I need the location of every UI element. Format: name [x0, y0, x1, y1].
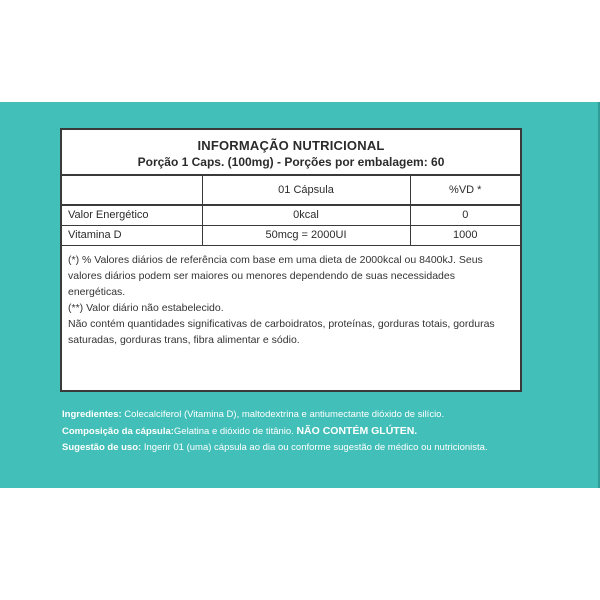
serving-info: Porção 1 Caps. (100mg) - Porções por embalagem: 60 — [137, 155, 445, 169]
nutrient-dv: 1000 — [410, 225, 520, 245]
usage-text: Ingerir 01 (uma) cápsula ao dia ou conforme sugestão de médico ou nutricionista. — [141, 442, 488, 453]
table-row — [62, 205, 520, 225]
nutrient-dv: 0 — [410, 205, 520, 225]
capsule-label: Composição da cápsula: — [62, 426, 174, 437]
nutrient-amount: 0kcal — [202, 205, 410, 225]
nutrient-amount: 50mcg = 2000UI — [202, 225, 410, 245]
nutrition-header — [62, 130, 520, 176]
header-cell-amount: 01 Cápsula — [202, 176, 410, 205]
capsule-line — [62, 423, 592, 440]
note-daily-values: (*) % Valores diários de referência com base em uma dieta de 2000kcal ou 8400kJ. Seus valores diários podem ser maiores ou menores dependendo de suas necessidades energéticas. — [68, 253, 483, 298]
usage-line — [62, 440, 592, 456]
gluten-warning: NÃO CONTÉM GLÚTEN. — [296, 425, 418, 437]
note-insignificant: Não contém quantidades significativas de carboidratos, proteínas, gorduras totais, gorduras saturadas, gorduras trans, fibra alimentar e sódio. — [68, 317, 495, 346]
usage-label: Sugestão de uso: — [62, 442, 142, 453]
note-not-established: (**) Valor diário não estabelecido. — [68, 301, 224, 314]
header-cell-blank — [62, 176, 202, 205]
table-header-row — [62, 176, 520, 205]
table-row — [62, 225, 520, 245]
nutrition-facts-box — [60, 128, 522, 392]
nutrition-table — [62, 176, 520, 246]
header-cell-dv: %VD * — [410, 176, 520, 205]
ingredients-label: Ingredientes: — [62, 409, 122, 420]
nutrient-name: Valor Energético — [62, 205, 202, 225]
nutrient-name: Vitamina D — [62, 225, 202, 245]
nutrition-notes — [62, 246, 520, 348]
nutrition-title: INFORMAÇÃO NUTRICIONAL — [197, 138, 385, 153]
product-info — [62, 407, 592, 456]
ingredients-text: Colecalciferol (Vitamina D), maltodextrina e antiumectante dióxido de silício. — [121, 409, 445, 420]
ingredients-line — [62, 407, 592, 423]
capsule-text: Gelatina e dióxido de titânio. — [173, 426, 297, 437]
